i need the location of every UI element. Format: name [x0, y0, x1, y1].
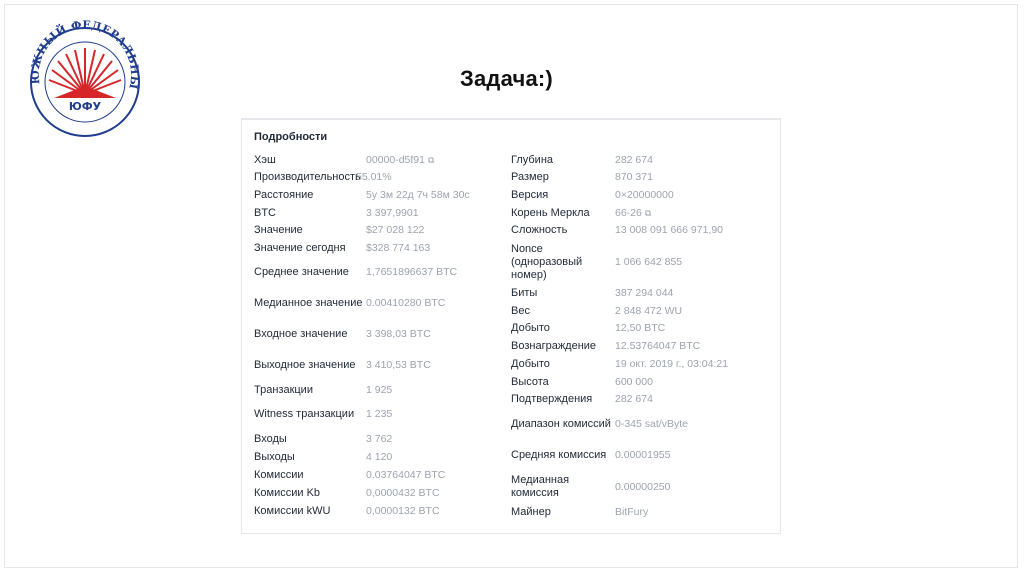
detail-value: 1 066 642 855 [615, 255, 683, 268]
detail-value: 12,50 BTC [615, 322, 666, 334]
logo-ring-text: ЮЖНЫЙ ФЕДЕРАЛЬНЫ [28, 18, 142, 91]
detail-row [511, 391, 773, 408]
detail-value: 66-26 [615, 206, 642, 219]
detail-label: Хэш [254, 153, 276, 166]
detail-value: 3 410,53 BTC [366, 359, 431, 371]
detail-value: 600 000 [615, 375, 653, 388]
detail-value: 282 674 [615, 393, 653, 405]
detail-row [254, 222, 516, 239]
detail-label: Вес [511, 304, 530, 317]
detail-label: Средняя комиссия [511, 449, 607, 461]
detail-label: Nonce (одноразовый номер) [511, 242, 583, 281]
detail-label: Версия [511, 188, 549, 201]
detail-row [511, 285, 773, 302]
detail-value: 0.00000250 [615, 480, 671, 493]
detail-row [254, 239, 516, 257]
detail-row [254, 186, 516, 204]
detail-value: 3 398,03 BTC [366, 328, 431, 340]
detail-row [254, 169, 516, 186]
detail-label: Выходы [254, 450, 295, 463]
details-right-column [511, 151, 773, 521]
detail-value: $328 774 163 [366, 241, 431, 254]
copy-icon[interactable]: ⧉ [644, 207, 652, 218]
detail-value: 4 120 [366, 450, 393, 463]
detail-value: 0,0000132 BTC [366, 504, 440, 517]
detail-value: BitFury [615, 505, 649, 518]
copy-icon[interactable]: ⧉ [427, 154, 435, 165]
detail-value: 282 674 [615, 153, 653, 166]
detail-value: 19 окт. 2019 г., 03:04:21 [615, 357, 729, 370]
detail-label: BTC [254, 206, 276, 219]
detail-label: Медианная комиссия [511, 474, 570, 499]
detail-row [254, 448, 516, 466]
detail-label: Вознаграждение [511, 339, 597, 352]
detail-value: 0.03764047 BTC [366, 468, 446, 481]
detail-row [511, 440, 773, 471]
detail-row [511, 471, 773, 503]
detail-label: Комиссии [254, 468, 304, 481]
detail-label: Значение [254, 224, 303, 236]
detail-value: 870 371 [615, 171, 653, 183]
detail-value: 55.01% [356, 171, 392, 183]
detail-value: 0×20000000 [615, 188, 674, 201]
slide-title: Задача:) [460, 66, 553, 91]
detail-value: 0.00001955 [615, 449, 671, 461]
detail-row [254, 204, 516, 222]
detail-label: Входы [254, 432, 287, 445]
detail-value: 12.53764047 BTC [615, 339, 701, 352]
panel-divider [242, 119, 780, 120]
detail-label: Высота [511, 375, 549, 388]
detail-label: Среднее значение [254, 266, 349, 278]
detail-row [511, 222, 773, 239]
detail-label: Диапазон комиссий [511, 417, 611, 430]
detail-row [254, 381, 516, 399]
detail-value: 387 294 044 [615, 287, 674, 299]
detail-row [254, 288, 516, 319]
detail-row [511, 151, 773, 169]
detail-row [254, 350, 516, 381]
detail-label: Расстояние [254, 188, 314, 201]
detail-label: Значение сегодня [254, 241, 346, 254]
detail-value: 0,0000432 BTC [366, 486, 440, 499]
university-logo [18, 14, 150, 142]
details-left-column [254, 151, 516, 520]
detail-row [511, 408, 773, 440]
detail-label: Входное значение [254, 328, 348, 340]
detail-value: 1,7651896637 BTC [366, 266, 458, 278]
detail-value: 13 008 091 666 971,90 [615, 224, 724, 236]
detail-row [511, 186, 773, 204]
detail-value: 5у 3м 22д 7ч 58м 30с [366, 188, 470, 201]
detail-label: Корень Меркла [511, 206, 590, 219]
detail-row [511, 373, 773, 391]
detail-value: 3 762 [366, 432, 393, 445]
detail-row [511, 320, 773, 337]
detail-label: Выходное значение [254, 359, 356, 371]
detail-label: Майнер [511, 505, 551, 518]
detail-row [511, 169, 773, 186]
block-details-panel [241, 118, 781, 534]
detail-row [254, 430, 516, 448]
detail-label: Добыто [511, 357, 550, 370]
detail-row [254, 502, 516, 520]
detail-label: Сложность [511, 224, 568, 236]
detail-row [511, 239, 773, 285]
detail-label: Добыто [511, 322, 550, 334]
detail-label: Witness транзакции [254, 408, 355, 420]
detail-value: $27 028 122 [366, 224, 425, 236]
detail-row [511, 503, 773, 521]
detail-value: 3 397,9901 [366, 206, 419, 219]
detail-value: 1 235 [366, 408, 393, 420]
logo-center-text: ЮФУ [68, 100, 102, 113]
panel-title: Подробности [254, 131, 328, 143]
detail-row [511, 204, 773, 222]
detail-row [254, 399, 516, 430]
detail-row [511, 302, 773, 320]
detail-value: 0.00410280 BTC [366, 297, 446, 309]
detail-label: Транзакции [254, 383, 313, 396]
detail-label: Подтверждения [511, 393, 593, 405]
detail-value: 00000-d5f91 [366, 153, 425, 166]
detail-row [254, 319, 516, 350]
detail-label: Комиссии kWU [254, 504, 331, 517]
detail-label: Производительность [254, 171, 361, 183]
detail-label: Размер [511, 171, 549, 183]
detail-row [511, 337, 773, 355]
detail-row [254, 484, 516, 502]
detail-label: Медианное значение [254, 297, 363, 309]
detail-label: Биты [511, 287, 538, 299]
detail-label: Комиссии Kb [254, 486, 321, 499]
detail-value: 1 925 [366, 383, 393, 396]
detail-row [511, 355, 773, 373]
detail-row [254, 151, 516, 169]
detail-value: 2 848 472 WU [615, 304, 683, 317]
detail-row [254, 257, 516, 288]
detail-value: 0-345 sat/vByte [615, 417, 688, 430]
detail-row [254, 466, 516, 484]
detail-label: Глубина [511, 153, 554, 166]
